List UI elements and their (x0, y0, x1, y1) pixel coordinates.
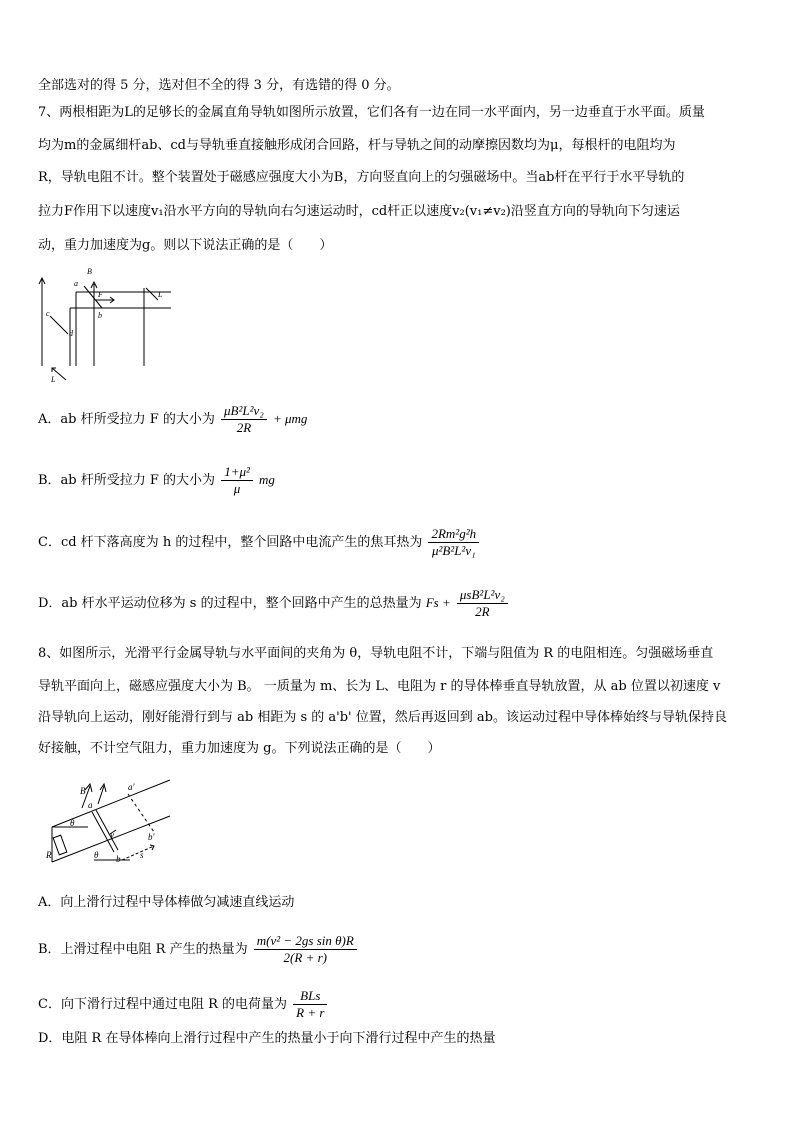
q8-fig-label-a2: a' (128, 782, 135, 792)
q8-option-b[interactable] (38, 933, 359, 966)
q8-line-1: 8、如图所示，光滑平行金属导轨与水平面间的夹角为 θ，导轨电阻不计，下端与阻值为 R 的电阻相连。匀强磁场垂直 (38, 646, 714, 661)
q7-option-a-den: 2R (236, 420, 252, 435)
q8-fig-label-s: s (140, 850, 144, 860)
q8-fig-label-b2: b' (148, 832, 155, 842)
q7-option-b-fraction (221, 464, 253, 497)
q7-line-3: R，导轨电阻不计。整个装置处于磁感应强度大小为B，方向竖直向上的匀强磁场中。当ab杆在平行于水平导轨的 (38, 170, 685, 185)
q7-option-c-den: μ²B²L²v₁ (431, 543, 476, 558)
q7-option-a-fraction (221, 403, 267, 436)
q7-option-d[interactable] (38, 587, 510, 620)
q8-fig-label-b: b (116, 854, 121, 864)
q8-fig-label-a: a (88, 800, 93, 810)
q7-fig-label-c: c (46, 309, 50, 318)
q7-fig-label-L1: L (158, 290, 163, 299)
q8-option-c[interactable] (38, 988, 329, 1021)
q7-fig-label-B: B (87, 267, 92, 276)
q7-option-d-num: μsB²L²v₂ (457, 587, 508, 604)
q8-line-3: 沿导轨向上运动，刚好能滑行到与 ab 相距为 s 的 a'b' 位置，然后再返回到 ab。该运动过程中导体棒始终与导轨保持良 (38, 710, 727, 725)
q7-option-c-fraction (428, 526, 479, 559)
intro-text: 全部选对的得 5 分，选对但不全的得 3 分，有选错的得 0 分。 (38, 78, 400, 93)
q8-option-b-den: 2(R + r) (283, 950, 327, 965)
q8-option-b-fraction (254, 933, 357, 966)
q7-fig-label-b: b (98, 311, 102, 320)
q8-fig-label-theta1: θ (70, 818, 75, 828)
q8-option-b-text: B．上滑过程中电阻 R 产生的热量为 (38, 942, 248, 957)
q7-fig-label-F: F (98, 290, 103, 299)
q7-fig-label-a: a (74, 279, 78, 288)
q7-figure (36, 264, 176, 386)
q8-fig-label-theta2: θ (94, 850, 99, 860)
q8-fig-label-v: v (110, 830, 114, 840)
q7-option-a-text: A．ab 杆所受拉力 F 的大小为 (38, 412, 215, 427)
q8-option-c-fraction (293, 988, 327, 1021)
q8-option-c-den: R + r (296, 1005, 325, 1020)
q8-option-c-num: BLs (293, 988, 327, 1005)
q7-option-b-post: mg (259, 472, 275, 487)
q8-fig-label-B: B (80, 786, 86, 796)
q7-option-b-num: 1+μ² (221, 464, 253, 481)
q8-option-c-text: C．向下滑行过程中通过电阻 R 的电荷量为 (38, 997, 287, 1012)
q8-fig-label-R: R (46, 850, 52, 860)
q7-line-5: 动，重力加速度为g。则以下说法正确的是（ ） (38, 238, 333, 253)
q7-option-d-lead: Fs + (425, 595, 451, 610)
q8-figure (44, 772, 184, 872)
q8-option-d[interactable]: D．电阻 R 在导体棒向上滑行过程中产生的热量小于向下滑行过程中产生的热量 (38, 1031, 496, 1046)
q7-option-c-num: 2Rm²g²h (428, 526, 479, 543)
q7-option-a[interactable] (38, 403, 307, 436)
q8-option-a[interactable]: A．向上滑行过程中导体棒做匀减速直线运动 (38, 895, 295, 910)
q7-option-d-text: D．ab 杆水平运动位移为 s 的过程中，整个回路中产生的总热量为 (38, 596, 422, 611)
q7-line-1: 7、两根相距为L的足够长的金属直角导轨如图所示放置，它们各有一边在同一水平面内，另一边垂直于水平面。质量 (38, 105, 705, 120)
q8-option-b-num: m(v² − 2gs sin θ)R (254, 933, 357, 950)
q7-line-2: 均为m的金属细杆ab、cd与导轨垂直接触形成闭合回路，杆与导轨之间的动摩擦因数均为μ，每根杆的电阻均为 (38, 138, 676, 153)
q7-option-b-text: B．ab 杆所受拉力 F 的大小为 (38, 473, 216, 488)
q7-fig-label-L2: L (51, 375, 56, 384)
q8-line-4: 好接触，不计空气阻力，重力加速度为 g。下列说法正确的是（ ） (38, 741, 441, 756)
q7-option-a-post: + μmg (272, 411, 308, 426)
q7-option-c[interactable] (38, 526, 481, 559)
q7-line-4: 拉力F作用下以速度v₁沿水平方向的导轨向右匀速运动时，cd杆正以速度v₂(v₁≠v₂)沿竖直方向的导轨向下匀速运 (38, 204, 680, 219)
q8-line-2: 导轨平面向上，磁感应强度大小为 B。 一质量为 m、长为 L、电阻为 r 的导体棒垂直导轨放置，从 ab 位置以初速度 v (38, 679, 721, 694)
q7-option-d-den: 2R (475, 604, 490, 619)
q7-option-a-num: μB²L²v₂ (221, 403, 267, 420)
q7-option-d-fraction (457, 587, 508, 620)
q7-option-b-den: μ (233, 481, 241, 496)
q7-option-b[interactable] (38, 464, 275, 497)
q7-fig-label-d: d (69, 329, 73, 338)
q7-option-c-text: C．cd 杆下落高度为 h 的过程中，整个回路中电流产生的焦耳热为 (38, 535, 423, 550)
